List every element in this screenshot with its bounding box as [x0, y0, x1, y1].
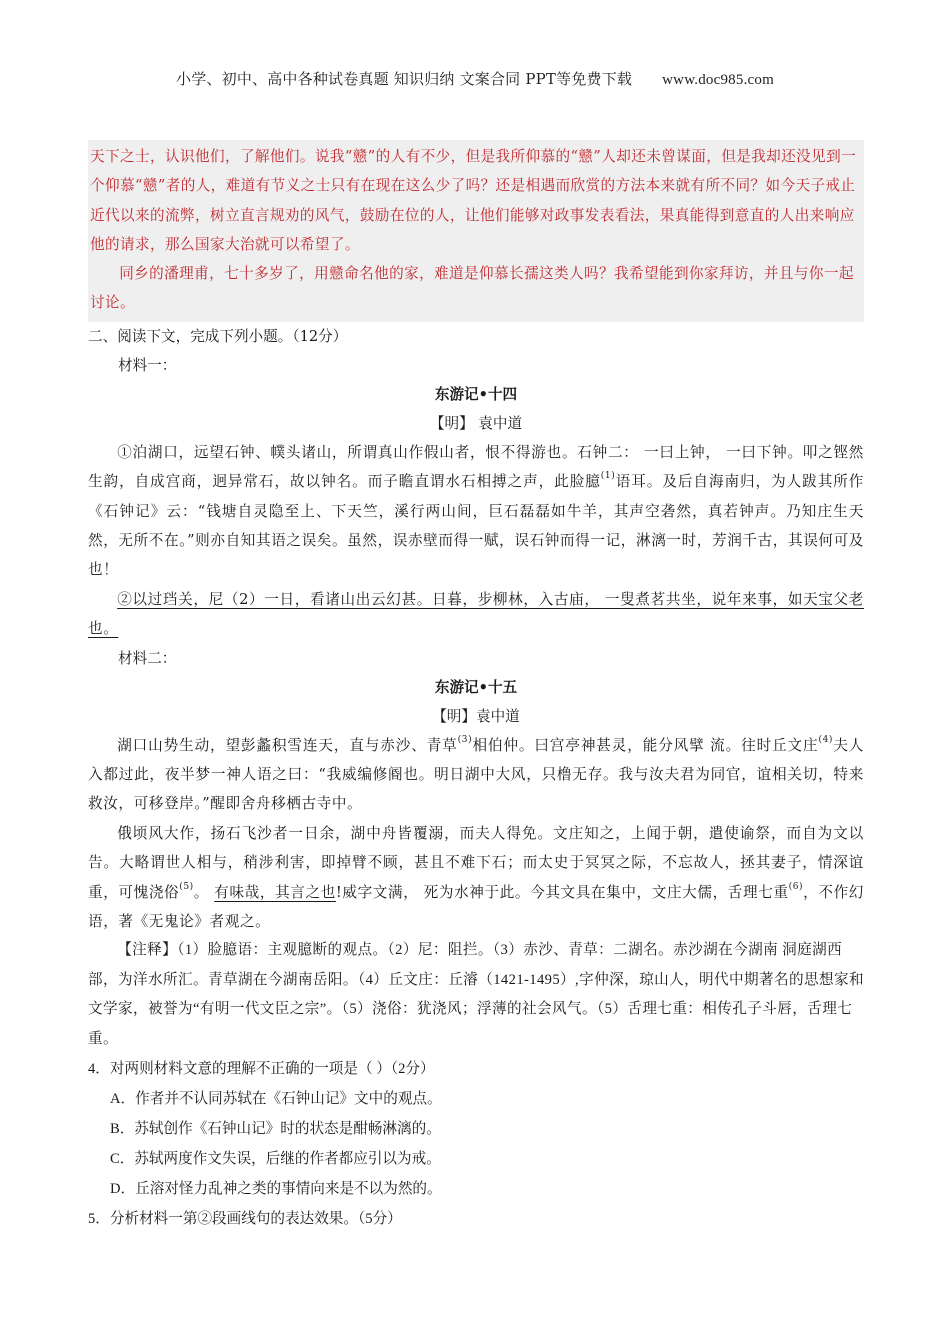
answer-paragraph-1: 天下之士，认识他们，了解他们。说我“戆”的人有不少，但是我所仰慕的“戆”人却还未曾谋面，但是我却还没见到一个仰慕“戆”者的人，难道有节义之士只有在现在这么少了吗？还是相遇而欣赏的方法本来就有所不同？如今天子戒止近代以来的流弊，树立直言规劝的风气，鼓励在位的人，让他们能够对政事发表看法，果真能得到意直的人出来响应他的请求，那么国家大治就可以希望了。	[90, 148, 857, 253]
underlined-sentence: ②以过珰关，尼（2）一日，看诸山出云幻甚。日暮，步柳林，入古庙， 一叟煮茗共坐，说年来事，如天宝父老也。	[88, 590, 864, 638]
material-2-title: 东游记•十五	[434, 678, 518, 696]
footnote-ref: (5)	[179, 881, 194, 892]
question-5-stem: 5．分析材料一第②段画线句的表达效果。（5分）	[88, 1211, 402, 1228]
underlined-phrase: 有味哉，其言之也	[214, 883, 336, 901]
footnote-ref: (4)	[818, 734, 834, 745]
material-1-title: 东游记•十四	[434, 385, 518, 403]
footnote-ref: (1)	[600, 471, 616, 482]
annotation-notes: 【注释】（1）脸臆语：主观臆断的观点。（2）尼：阻拦。（3）赤沙、青草：二湖名。赤沙湖在今湖南 洞庭湖西部，为洋水所汇。青草湖在今湖南岳阳。（4）丘文庄：丘濬（1421-1495）,字仲深，琼山人，明代中期著名的思想家和文学家，被誉为“有明一代文臣之宗”。（5）浇俗：犹浇风；浮薄的社会风气。（5）舌理七重：相传孔子斗唇，舌理七重。	[88, 942, 864, 1047]
option-b: B．苏轼创作《石钟山记》时的状态是酣畅淋漓的。	[110, 1121, 441, 1138]
question-4-options	[88, 1084, 864, 1204]
material-2-author: 【明】袁中道	[432, 707, 520, 725]
material-2-paragraph-1: 湖口山势生动，望彭蠡积雪连天，直与赤沙、青草$^{(3)}$相伯仲。曰宫亭神甚灵，能分风擘 流。往时丘文庄$^{(4)}$夫人入都过此，夜半梦一神人语之曰：“我威编修阍也。明日湖中大风，只橹无存。我与汝夫君为同官，谊相关切，特来救汝，可移登岸。”醒即舍舟移栖古寺中。	[88, 734, 864, 813]
document-body	[88, 140, 864, 1234]
material-1-paragraph-1: ①泊湖口，远望石钟、幞头诸山，所谓真山作假山者，恨不得游也。石钟二： 一曰上钟， 一曰下钟。叩之铿然生韵，自成宫商，迥异常石，故以钟名。而子瞻直谓水石相搏之声，此脸臆$^{(1)}$语耳。及后自海南归，为人跋其所作《石钟记》云：“钱塘自灵隐至上、下天竺，溪行两山间，巨石磊磊如牛羊，其声空砻然，真若钟声。乃知庄生天然，无所不在。”则亦自知其语之误矣。虽然，误赤壁而得一赋，误石钟而得一记，淋漓一时，芳润千古，其误何可及也！	[88, 443, 864, 579]
option-c: C．苏轼两度作文失误，后继的作者都应引以为戒。	[110, 1151, 441, 1168]
material-1-author: 【明】 袁中道	[429, 414, 523, 432]
question-4-stem: 4．对两则材料文意的理解不正确的一项是（ ）（2分）	[88, 1061, 435, 1078]
material-2-label: 材料二：	[118, 649, 177, 667]
footnote-ref: (6)	[788, 881, 804, 892]
material-1-paragraph-2	[88, 585, 864, 644]
answer-translation-box	[88, 140, 864, 322]
page-header	[0, 68, 950, 89]
option-a: A．作者并不认同苏轼在《石钟山记》文中的观点。	[110, 1091, 442, 1108]
header-text: 小学、初中、高中各种试卷真题 知识归纳 文案合同 PPT等免费下载	[176, 70, 633, 88]
material-1-label: 材料一：	[118, 356, 177, 374]
section-heading: 二、阅读下文，完成下列小题。（12分）	[88, 327, 348, 345]
answer-paragraph-2: 同乡的潘理甫，七十多岁了，用戆命名他的家，难道是仰慕长孺这类人吗？我希望能到你家拜访，并且与你一起讨论。	[90, 265, 854, 312]
option-d: D．丘溶对怪力乱神之类的事情向来是不以为然的。	[110, 1181, 442, 1198]
header-site-link[interactable]: www.doc985.com	[662, 72, 774, 88]
footnote-ref: (3)	[457, 734, 473, 745]
material-2-paragraph-2: 俄顷风大作，扬石飞沙者一日余，湖中舟皆覆溺，而夫人得免。文庄知之，上闻于朝，遣使谕祭，而自为文以告。大略谓世人相与，稍涉利害，即掉臂不顾，甚且不难下石；而太史于冥冥之际，不忘故人，拯其妻子，情深谊重，可愧浇俗$^{(5)}$。 有味哉，其言之也!威字文满， 死为水神于此。今其文具在集中，文庄大儒，舌理七重$^{(6)}$，不作幻语，著《无鬼论》者观之。	[88, 824, 864, 931]
